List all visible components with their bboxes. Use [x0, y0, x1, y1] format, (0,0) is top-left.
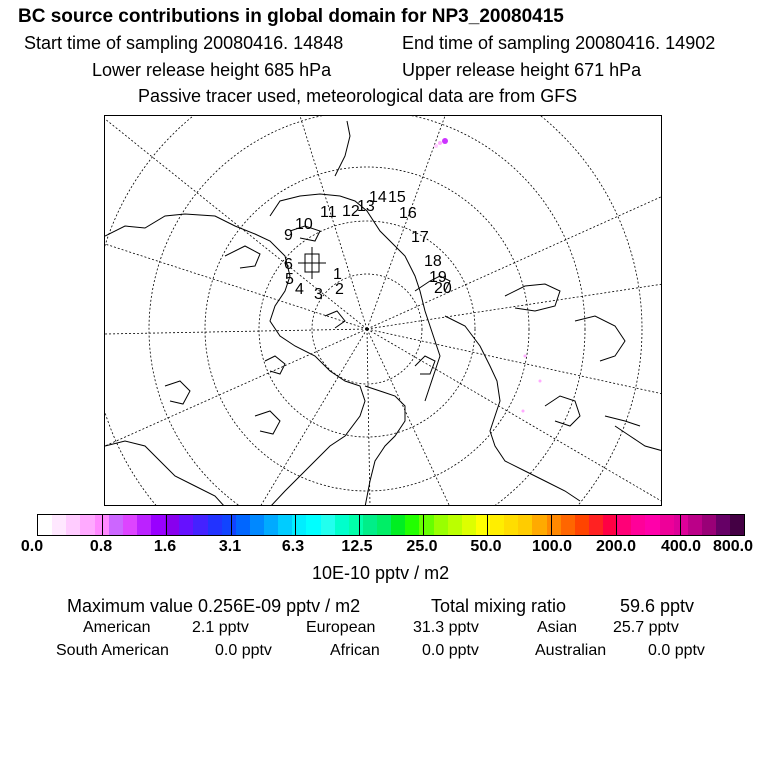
source-value: 0.0 pptv	[648, 642, 705, 659]
source-name: American	[83, 619, 151, 636]
colorbar-swatch	[321, 515, 335, 535]
total-mixing-value: 59.6 pptv	[620, 596, 695, 616]
colorbar-swatch	[716, 515, 730, 535]
colorbar-tick	[616, 515, 617, 535]
colorbar-swatch	[193, 515, 207, 535]
trajectory-label: 12	[342, 203, 360, 220]
colorbar-swatch	[462, 515, 476, 535]
sampling-end-time: End time of sampling 20080416. 14902	[402, 33, 716, 53]
colorbar-swatch	[547, 515, 561, 535]
colorbar-tick-label: 800.0	[712, 538, 754, 555]
colorbar-tick-label: 100.0	[531, 538, 573, 555]
colorbar-swatch	[561, 515, 575, 535]
trajectory-label: 2	[335, 281, 344, 298]
source-name: European	[306, 619, 376, 636]
colorbar-swatch	[38, 515, 52, 535]
source-value: 25.7 pptv	[613, 619, 679, 636]
colorbar-swatch	[80, 515, 94, 535]
colorbar-swatch	[66, 515, 80, 535]
colorbar-swatch	[391, 515, 405, 535]
trajectory-label: 13	[357, 198, 375, 215]
coastlines	[105, 121, 662, 506]
source-value: 31.3 pptv	[413, 619, 479, 636]
trajectory-label: 16	[399, 205, 417, 222]
colorbar-swatch	[109, 515, 123, 535]
source-name: Asian	[537, 619, 578, 636]
source-value: 0.0 pptv	[422, 642, 479, 659]
colorbar-swatch	[419, 515, 433, 535]
colorbar-swatch	[702, 515, 716, 535]
colorbar-swatch	[306, 515, 320, 535]
colorbar-tick-label: 6.3	[281, 538, 305, 555]
colorbar-tick	[423, 515, 424, 535]
colorbar-swatch	[575, 515, 589, 535]
source-name: South American	[56, 642, 169, 659]
source-value: 0.0 pptv	[215, 642, 272, 659]
colorbar-swatch	[250, 515, 264, 535]
colorbar-tick	[551, 515, 552, 535]
trajectory-label: 15	[388, 189, 406, 206]
colorbar-units: 10E-10 pptv / m2	[312, 563, 450, 583]
colorbar-swatch	[504, 515, 518, 535]
trajectory-label-layer	[284, 189, 452, 303]
colorbar-swatch	[52, 515, 66, 535]
colorbar-swatch	[490, 515, 504, 535]
colorbar-tick	[231, 515, 232, 535]
colorbar-swatch	[377, 515, 391, 535]
colorbar-swatch	[349, 515, 363, 535]
source-value: 2.1 pptv	[192, 619, 249, 636]
colorbar-swatch	[532, 515, 546, 535]
polar-map	[104, 115, 662, 506]
trajectory-label: 1	[333, 266, 342, 283]
source-name: African	[330, 642, 380, 659]
colorbar-swatch	[278, 515, 292, 535]
sampling-start-time: Start time of sampling 20080416. 14848	[24, 33, 344, 53]
colorbar-tick-label: 200.0	[595, 538, 637, 555]
colorbar-swatch	[137, 515, 151, 535]
colorbar-tick	[102, 515, 103, 535]
colorbar-tick	[487, 515, 488, 535]
colorbar-swatch	[363, 515, 377, 535]
colorbar-swatch	[236, 515, 250, 535]
colorbar-swatch	[335, 515, 349, 535]
colorbar-swatch	[434, 515, 448, 535]
lower-release-height: Lower release height 685 hPa	[92, 60, 332, 80]
colorbar-swatch	[617, 515, 631, 535]
colorbar-swatch	[730, 515, 744, 535]
colorbar-swatch	[448, 515, 462, 535]
colorbar-tick	[166, 515, 167, 535]
colorbar-swatch	[645, 515, 659, 535]
colorbar-swatch	[589, 515, 603, 535]
colorbar-swatch	[208, 515, 222, 535]
colorbar-tick-label: 1.6	[153, 538, 177, 555]
colorbar-swatch	[518, 515, 532, 535]
trajectory-label: 20	[434, 280, 452, 297]
colorbar-tick	[359, 515, 360, 535]
color-scale-bar	[37, 514, 745, 536]
colorbar-swatch	[151, 515, 165, 535]
map-title: BC source contributions in global domain for NP3_20080415	[18, 6, 564, 27]
colorbar-swatch	[660, 515, 674, 535]
colorbar-swatch	[688, 515, 702, 535]
trajectory-label: 14	[369, 189, 387, 206]
total-mixing-label: Total mixing ratio	[431, 596, 567, 616]
source-name: Australian	[535, 642, 607, 659]
trajectory-label: 10	[295, 216, 313, 233]
trajectory-label: 11	[320, 204, 337, 221]
trajectory-label: 6	[284, 256, 293, 273]
trajectory-label: 5	[285, 271, 294, 288]
colorbar-tick-label: 0.8	[89, 538, 113, 555]
trajectory-label: 18	[424, 253, 442, 270]
colorbar-tick	[680, 515, 681, 535]
colorbar-tick-label: 400.0	[660, 538, 702, 555]
map-canvas	[105, 116, 662, 506]
max-value: Maximum value 0.256E-09 pptv / m2	[67, 596, 361, 616]
trajectory-label: 19	[429, 269, 447, 286]
upper-release-height: Upper release height 671 hPa	[402, 60, 642, 80]
colorbar-tick-label: 25.0	[406, 538, 438, 555]
colorbar-tick-label: 50.0	[470, 538, 502, 555]
trajectory-label: 17	[411, 229, 429, 246]
trajectory-label: 9	[284, 227, 293, 244]
colorbar-tick-label: 3.1	[218, 538, 242, 555]
colorbar-swatch	[405, 515, 419, 535]
colorbar-tick	[295, 515, 296, 535]
colorbar-swatch	[179, 515, 193, 535]
release-marker	[298, 247, 326, 279]
colorbar-swatch	[631, 515, 645, 535]
colorbar-tick-label: 12.5	[341, 538, 373, 555]
colorbar-swatch	[123, 515, 137, 535]
tracer-note: Passive tracer used, meteorological data are from GFS	[138, 86, 578, 106]
colorbar-swatch	[222, 515, 236, 535]
colorbar-tick-label: 0.0	[20, 538, 44, 555]
colorbar-swatch	[264, 515, 278, 535]
trajectory-label: 3	[314, 286, 323, 303]
trajectory-label: 4	[295, 281, 304, 298]
